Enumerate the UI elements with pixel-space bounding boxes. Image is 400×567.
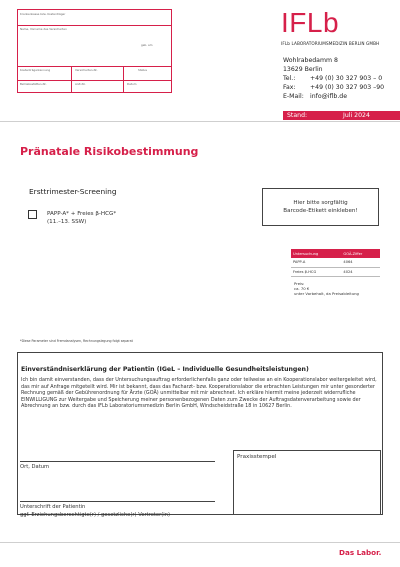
lab-logo: IFLb [281,7,340,38]
fax-value: +49 (0) 30 327 903 –90 [310,83,385,91]
stand-label: Stand: [287,112,308,119]
dob-label: geb. am [141,43,153,47]
status-label: Status [138,68,147,72]
lab-name: IFLb LABORATORIUMSMEDIZIN BERLIN GMBH [281,41,380,46]
phone-key: Tel.: [283,74,296,82]
divider [71,66,72,92]
header-rule [0,121,400,122]
phone-value: +49 (0) 30 327 903 – 0 [310,74,383,82]
table-row [291,258,380,267]
practice-stamp-box[interactable] [233,450,381,515]
insurer-id-label: Kostenträgerkennung [20,68,51,72]
name-label: Name, Vorname des Versicherten [20,27,67,31]
consent-text: Ich bin damit einverstanden, dass der Untersuchungsauftrag erforderlichenfalls ganz oder teilweise an ein Kooperationslabor weitergeleitet wird, das mir auf Anfrage mitgeteilt wird. Mir ist bekannt, dass das Facharzt- bzw. Kooperationslabor die erbrachten Leistungen mir unter gesonderter Rechnung gemäß der Gebührenordnung für Ärzte (GOÄ) unmittelbar mit mir abrechnet. Ich erkläre hiermit meine jederzeit widerrufliche EINWILLIGUNG zur Weitergabe und Speicherung meiner personenbezogenen Daten zum Zwecke der Auftragsdatenverarbeitung sowie der Abrechnung an bzw. durch das IFLb Laboratoriumsmedizin Berlin GmbH, Windscheidstraße 18 in 10627 Berlin. [21,377,377,410]
email-value: info@iflb.de [310,92,348,100]
divider [18,25,171,26]
col-header-goae: GOÄ-Ziffer [341,249,380,258]
barcode-hint-1: Hier bitte sorgfältig [293,200,348,206]
consent-title: Einverständniserklärung der Patientin (IGeL – Individuelle Gesundheitsleistungen) [21,366,309,373]
barcode-label-area [262,188,379,226]
place-date-line[interactable] [20,461,215,462]
col-header-test: Untersuchung [291,249,341,258]
form-title: Pränatale Risikobestimmung [20,145,199,158]
price-note: unter Vorbehalt, da Preisableitung [294,291,359,296]
footnote: *Diese Parameter sind Fremdanalysen, Rechnungslegung folgt separat [20,339,133,343]
email-key: E-Mail: [283,92,304,100]
stamp-label: Praxisstempel [237,454,277,460]
table-cell: 4064 [341,258,380,267]
fax-key: Fax: [283,83,296,91]
doctor-no-label: Arzt-Nr. [75,82,86,86]
screening-option-label: PAPP-A* + Freies β-HCG* [47,211,117,217]
insurance-header-box [17,9,172,93]
signature-line[interactable] [20,501,215,502]
insurer-label: Krankenkasse bzw. Kostenträger [20,12,66,16]
signature-label: Unterschrift der Patientin [20,504,86,510]
price-label: Preis: [294,281,305,286]
divider [18,66,171,67]
site-no-label: Betriebsstätten-Nr. [20,82,47,86]
screening-option-sub: (11.–13. SSW) [47,219,87,225]
street: Wohlrabedamm 8 [283,57,338,64]
version-bar [283,111,400,120]
footer-rule [0,542,400,543]
date-label: Datum [127,82,137,86]
barcode-hint-2: Barcode-Etikett einkleben! [283,208,358,214]
city: 13629 Berlin [283,65,323,73]
table-cell: Freies β-HCG [291,267,341,276]
table-cell: PAPP-A [291,258,341,267]
goae-table [291,249,380,277]
tagline: Das Labor. [339,548,382,557]
divider [123,66,124,92]
stand-value: Juli 2024 [343,112,370,119]
lab-address [283,57,384,102]
insured-no-label: Versicherten-Nr. [75,68,98,72]
price-info [294,281,359,296]
table-cell: 4024 [341,267,380,276]
place-date-label: Ort, Datum [20,464,50,470]
divider [18,80,171,81]
screening-checkbox[interactable] [28,210,37,219]
price-value: ca. 70 € [294,286,310,291]
section-title: Ersttrimester-Screening [29,187,117,196]
table-row [291,267,380,276]
guardian-label: ggf. Erziehungsberechtigte(r) / gesetzliche(r) Vertreter(in) [20,512,171,518]
